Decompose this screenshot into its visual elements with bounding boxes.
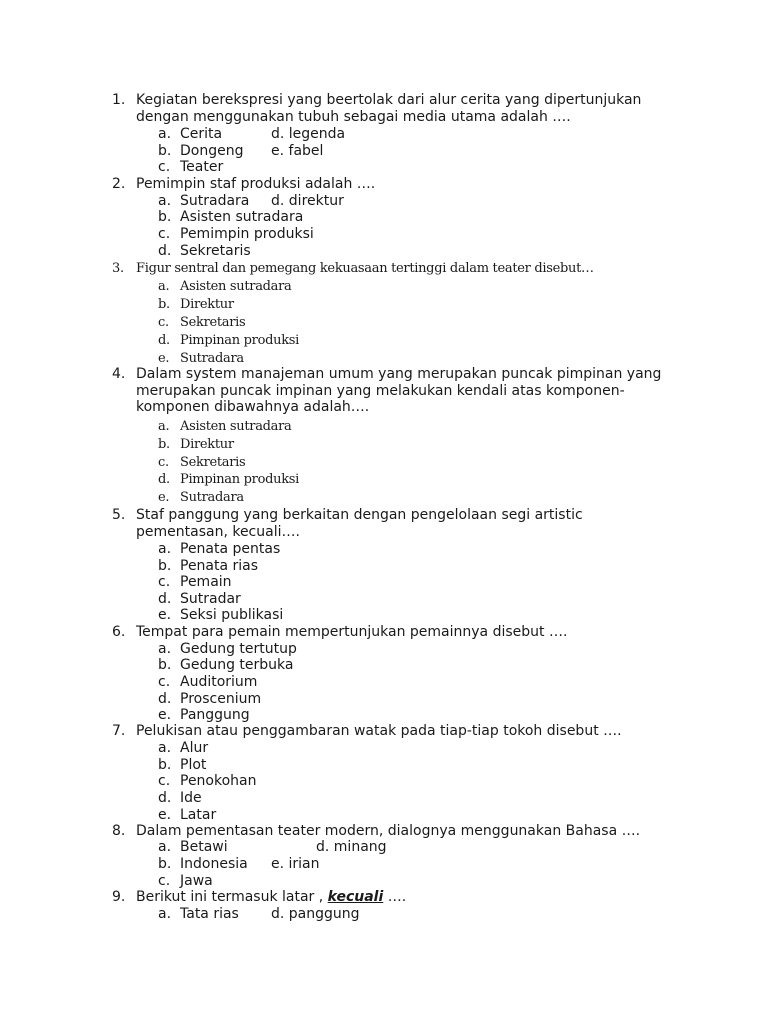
question-text [136,624,696,641]
option-text: Tata rias [180,906,239,922]
option-text: Betawi [180,839,228,855]
option-text: Gedung terbuka [180,657,294,673]
option-letter: a. [158,126,172,142]
question-text-line: Pemimpin staf produksi adalah …. [136,176,376,192]
option-letter: b. [158,558,172,574]
question-text-line: merupakan puncak impinan yang melakukan kendali atas komponen- [136,382,625,399]
option-text: Dongeng [180,143,244,159]
question-text-line: Dalam pementasan teater modern, dialognya menggunakan Bahasa …. [136,823,641,839]
option-letter: e. [158,351,170,366]
question-number: 9. [112,889,126,905]
option-text: Panggung [180,707,250,723]
option-text: Pemain [180,574,232,590]
question-number: 3. [112,261,124,276]
option-text: Asisten sutradara [180,209,304,225]
option-letter: b. [158,143,172,159]
question-text [136,92,696,125]
option-text: Sekretaris [180,455,246,470]
option-letter: b. [158,209,172,225]
question-text-line: Figur sentral dan pemegang kekuasaan tertinggi dalam teater disebut… [136,261,594,276]
question-text-line: Tempat para pemain mempertunjukan pemainnya disebut …. [136,624,568,640]
option-letter: d. [158,691,172,707]
question-text-line: Pelukisan atau penggambaran watak pada tiap-tiap tokoh disebut …. [136,723,622,739]
option-letter: e. [158,607,172,623]
question-number: 7. [112,723,126,739]
option-text: Sekretaris [180,243,251,259]
emphasis-kecuali: kecuali [327,889,384,905]
question-text-line: Dalam system manajeman umum yang merupakan puncak pimpinan yang [136,366,662,382]
option-letter: c. [158,873,171,889]
question-text [136,260,696,278]
option-letter: c. [158,773,171,789]
option-d: d. panggung [271,906,360,922]
option-letter: a. [158,193,172,209]
question-text [136,507,696,540]
option-text: Gedung tertutup [180,641,297,657]
option-letter: e. [158,807,172,823]
question-number: 1. [112,92,126,108]
option-text: Asisten sutradara [180,279,292,294]
option-letter: a. [158,419,170,434]
option-e: e. fabel [271,143,324,159]
option-letter: d. [158,243,172,259]
option-text: Proscenium [180,691,262,707]
option-text: Penata pentas [180,541,281,557]
option-text: Seksi publikasi [180,607,284,623]
option-d: d. minang [316,839,387,855]
question-text-start: Berikut ini termasuk latar , [136,889,328,905]
option-text: Cerita [180,126,223,142]
option-text: Pemimpin produksi [180,226,314,242]
option-letter: c. [158,226,171,242]
option-text: Asisten sutradara [180,419,292,434]
question-number: 8. [112,823,126,839]
option-letter: b. [158,757,172,773]
question-number: 6. [112,624,126,640]
option-letter: a. [158,641,172,657]
option-text: Penata rias [180,558,259,574]
option-text: Teater [180,159,224,175]
option-letter: a. [158,279,170,294]
option-letter: a. [158,839,172,855]
option-text: Latar [180,807,217,823]
option-text: Penokohan [180,773,257,789]
question-text [136,889,696,906]
option-letter: c. [158,574,171,590]
option-letter: a. [158,541,172,557]
option-text: Pimpinan produksi [180,472,300,487]
option-d: d. legenda [271,126,346,142]
option-letter: c. [158,674,171,690]
option-letter: a. [158,740,172,756]
option-text: Direktur [180,297,234,312]
option-letter: b. [158,437,170,452]
option-letter: d. [158,472,170,487]
option-letter: c. [158,455,169,470]
question-text [136,366,696,416]
option-letter: c. [158,159,171,175]
question-text-line: komponen dibawahnya adalah…. [136,399,370,416]
question-text-line: dengan menggunakan tubuh sebagai media utama adalah …. [136,108,571,125]
option-letter: e. [158,490,170,505]
option-text: Direktur [180,437,234,452]
question-text [136,176,696,193]
option-letter: d. [158,790,172,806]
question-text-line: pementasan, kecuali…. [136,523,300,540]
question-number: 5. [112,507,126,523]
question-text [136,723,696,740]
question-text-line: Kegiatan berekspresi yang beertolak dari alur cerita yang dipertunjukan [136,92,642,108]
question-text-end: …. [383,889,407,905]
option-text: Indonesia [180,856,248,872]
option-text: Auditorium [180,674,258,690]
option-e: e. irian [271,856,320,872]
option-letter: d. [158,591,172,607]
option-letter: b. [158,856,172,872]
option-text: Sutradar [180,591,241,607]
option-letter: a. [158,906,172,922]
option-text: Sutradara [180,490,244,505]
option-d: d. direktur [271,193,344,209]
option-letter: d. [158,333,170,348]
option-letter: b. [158,657,172,673]
question-text [136,823,696,840]
option-text: Ide [180,790,202,806]
option-letter: b. [158,297,170,312]
option-text: Sutradara [180,351,244,366]
option-letter: c. [158,315,169,330]
option-text: Sekretaris [180,315,246,330]
option-text: Alur [180,740,209,756]
option-text: Jawa [180,873,213,889]
option-text: Pimpinan produksi [180,333,300,348]
question-text-line: Staf panggung yang berkaitan dengan pengelolaan segi artistic [136,507,583,523]
question-number: 2. [112,176,126,192]
option-text: Sutradara [180,193,250,209]
question-number: 4. [112,366,126,382]
option-text: Plot [180,757,207,773]
option-letter: e. [158,707,172,723]
question-text-line [136,889,696,906]
